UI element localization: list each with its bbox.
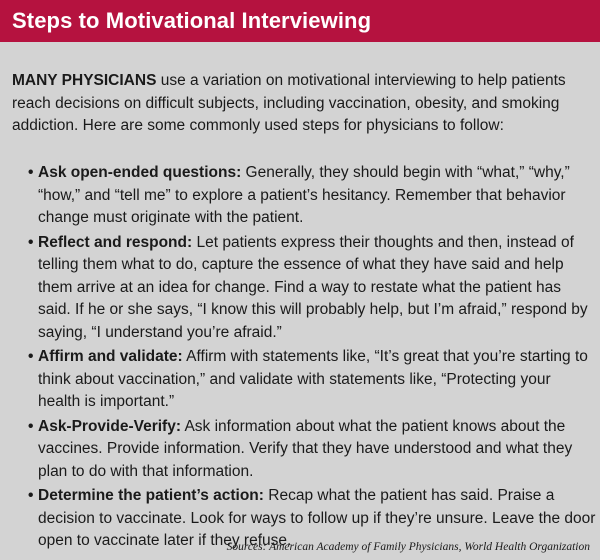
intro-paragraph [12, 70, 597, 138]
bullet-icon: • [28, 233, 34, 251]
step-title: Reflect and respond: [38, 233, 193, 251]
steps-list [28, 162, 596, 555]
step-item [28, 232, 596, 345]
bullet-icon: • [28, 164, 34, 181]
intro-text: use a variation on motivational interviewing to help patients reach decisions on difficult subjects, including vaccination, obesity, and smoking addiction. Here are some commonly used steps for physicians to follow: [12, 72, 566, 134]
step-title: Affirm and validate: [38, 348, 183, 365]
step-item [28, 346, 596, 414]
step-item [28, 162, 596, 230]
step-title: Ask-Provide-Verify: [38, 417, 181, 435]
step-text: Let patients express their thoughts and then, instead of telling them what to do, capture the essence of what they have said and help them arrive at an idea for change. Find a way to restate what the patient has said. If he or she says, “I know this will probably help, but I’m afraid,” respond by saying, “I understand you’re afraid.” [38, 233, 588, 341]
step-text: Generally, they should begin with “what,” “why,” “how,” and “tell me” to explore a patient’s hesitancy. Remember that behavior change must originate with the patient. [38, 164, 570, 226]
intro-lead: MANY PHYSICIANS [12, 72, 157, 89]
bullet-icon: • [28, 487, 34, 504]
step-title: Determine the patient’s action: [38, 487, 264, 504]
sources-citation: Sources: American Academy of Family Physicians, World Health Organization [226, 541, 590, 553]
step-title: Ask open-ended questions: [38, 164, 242, 181]
page-title: Steps to Motivational Interviewing [12, 8, 372, 33]
header-banner [0, 0, 600, 42]
bullet-icon: • [28, 417, 34, 435]
step-text: Recap what the patient has said. Praise a decision to vaccinate. Look for ways to follow up if they’re unsure. Leave the door open to vaccinate later if they refuse. [38, 487, 596, 549]
bullet-icon: • [28, 348, 34, 365]
step-text: Ask information about what the patient knows about the vaccines. Provide information. Verify that they have understood and what they plan to do with that information. [38, 417, 573, 480]
step-text: Affirm with statements like, “It’s great that you’re starting to think about vaccination,” and validate with statements like, “Protecting your health is important.” [38, 348, 588, 410]
step-item [28, 416, 596, 484]
